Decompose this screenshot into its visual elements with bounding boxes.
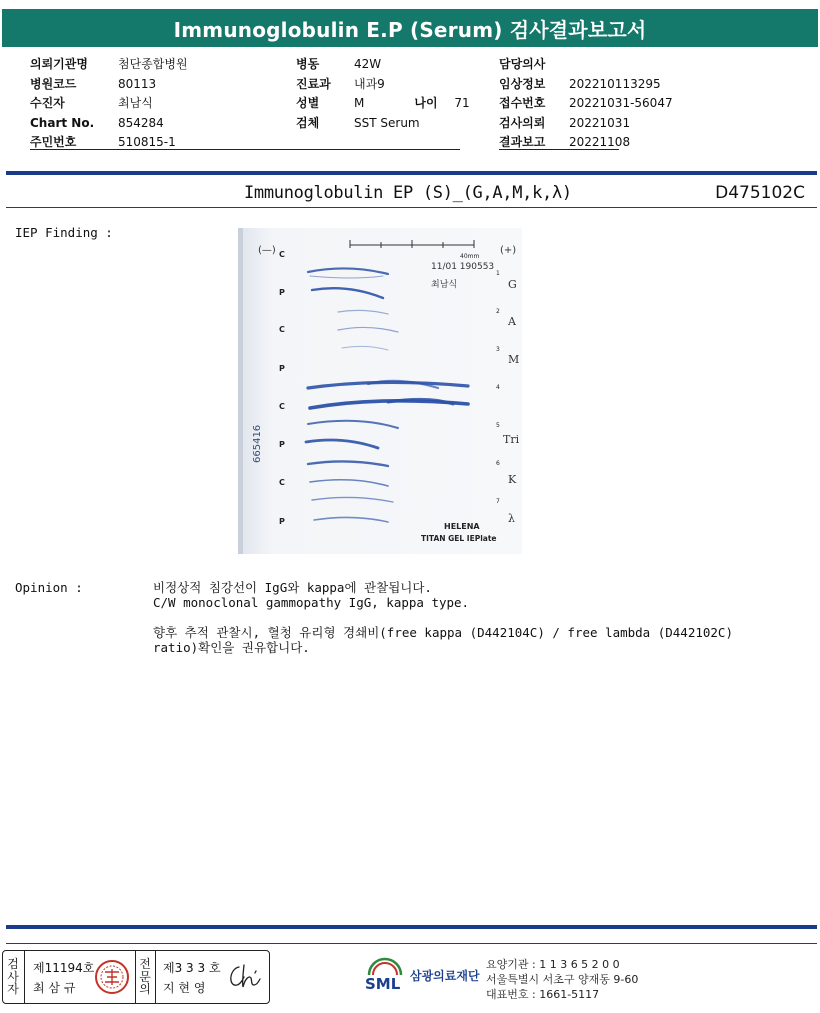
report-title: Immunoglobulin E.P (Serum) 검사결과보고서 — [2, 9, 818, 47]
info-row-request-date — [499, 114, 673, 134]
info-value: 20221031 — [569, 115, 631, 130]
info-column-1 — [30, 55, 188, 153]
gel-antiserum-label: Tri — [503, 433, 520, 446]
gel-plus-label: (+) — [500, 245, 517, 256]
info-label: 접수번호 — [499, 96, 546, 110]
info-label: 성별 — [296, 96, 320, 110]
vertical-char: 의 — [139, 982, 151, 996]
section-rule-sub — [6, 207, 817, 208]
gel-stamp: 11/01 190553 — [431, 262, 495, 272]
info-value: 20221031-56047 — [569, 96, 673, 110]
info-value: M — [354, 96, 365, 110]
opinion-line — [153, 610, 733, 625]
info-row-clinical-info — [499, 75, 673, 95]
info-row-hospital-code — [30, 75, 188, 95]
sml-logo-text: SML — [365, 975, 401, 993]
gel-side-id: 665416 — [252, 424, 263, 463]
info-divider — [30, 149, 460, 150]
info-value: 510815-1 — [118, 135, 176, 149]
info-value: 80113 — [118, 76, 157, 91]
gel-minus-label: (—) — [258, 245, 276, 256]
info-label: 의뢰기관명 — [30, 57, 88, 71]
gel-lane-number: 4 — [496, 384, 500, 391]
info-label: Chart No. — [30, 115, 95, 130]
info-label: 병동 — [296, 57, 320, 71]
examiner-seal-icon — [94, 959, 130, 995]
info-label: 병원코드 — [30, 76, 77, 91]
gel-lane-letter: P — [279, 288, 285, 297]
age-label: 나이 — [414, 96, 438, 110]
gel-lane-letter: P — [279, 364, 285, 373]
box-divider — [155, 951, 156, 1003]
info-value: 42W — [354, 57, 382, 71]
test-code: D475102C — [715, 183, 805, 203]
org-info-line: 서울특별시 서초구 양재동 9-60 — [486, 973, 639, 986]
sml-logo-icon — [363, 957, 407, 997]
gel-brand: HELENA — [444, 522, 480, 531]
specialist-license-no: 제3 3 3 호 — [163, 961, 221, 975]
info-column-2 — [296, 55, 470, 133]
opinion-text — [153, 580, 733, 655]
info-label: 검사의뢰 — [499, 115, 546, 130]
gel-antiserum-label: G — [508, 278, 517, 291]
info-row-sex-age — [296, 94, 470, 114]
gel-background — [238, 228, 522, 554]
info-row-patient — [30, 94, 188, 114]
gel-patient-name: 최남식 — [431, 280, 458, 290]
gel-lane-letter: C — [279, 325, 285, 334]
footer-rule-sub — [6, 943, 817, 944]
gel-antiserum-label: λ — [508, 512, 515, 525]
gel-lane-letter: C — [279, 478, 285, 487]
box-divider — [135, 951, 136, 1003]
gel-lane-letter: C — [279, 250, 285, 259]
info-row-physician — [499, 55, 673, 75]
vertical-char: 사 — [7, 969, 19, 984]
vertical-char: 자 — [7, 982, 19, 996]
opinion-label: Opinion : — [15, 580, 83, 595]
gel-ruler-label: 40mm — [460, 253, 480, 260]
iep-finding-label: IEP Finding : — [15, 225, 113, 240]
opinion-line: 비정상적 침강선이 IgG와 kappa에 관찰됩니다. — [153, 580, 432, 595]
org-info-line: 대표번호 : 1661-5117 — [486, 988, 600, 1001]
opinion-line: C/W monoclonal gammopathy IgG, kappa type. — [153, 595, 470, 610]
specialist-name: 지 현 영 — [163, 981, 206, 995]
gel-lane-number: 6 — [496, 460, 500, 467]
gel-lane-number: 2 — [496, 308, 500, 315]
info-label: 임상정보 — [499, 76, 546, 91]
gel-lane-number: 1 — [496, 270, 500, 277]
info-value: 20221108 — [569, 135, 631, 149]
info-value: SST Serum — [354, 115, 420, 130]
info-row-ward — [296, 55, 470, 75]
info-row-department — [296, 75, 470, 95]
vertical-char: 검 — [7, 957, 19, 971]
examiner-vertical-label — [7, 958, 19, 996]
info-row-chart-no — [30, 114, 188, 134]
info-row-receipt-no — [499, 94, 673, 114]
gel-antiserum-label: M — [508, 353, 520, 366]
info-label: 수진자 — [30, 96, 65, 110]
info-divider — [499, 149, 619, 150]
gel-antiserum-label: A — [508, 315, 516, 328]
gel-lane-letter: P — [279, 440, 285, 449]
org-name: 삼광의료재단 — [410, 969, 480, 983]
examiner-license-no: 제11194호 — [33, 961, 95, 975]
age-value: 71 — [454, 96, 470, 110]
box-divider — [24, 951, 25, 1003]
gel-lane-number: 3 — [496, 346, 500, 353]
vertical-char: 전 — [139, 957, 151, 971]
opinion-line: ratio)확인을 권유합니다. — [153, 640, 310, 655]
opinion-line: 향후 추적 관찰시, 혈청 유리형 경쇄비(free kappa (D442104C) / free lambda (D442102C) — [153, 625, 733, 640]
org-info-line: 요양기관 : 1 1 3 6 5 2 0 0 — [486, 958, 620, 971]
info-value: 최남식 — [118, 96, 153, 110]
info-value: 854284 — [118, 115, 164, 130]
info-value: 내과9 — [354, 76, 385, 91]
iep-gel-image — [238, 228, 522, 554]
info-label: 담당의사 — [499, 57, 546, 71]
info-label: 결과보고 — [499, 135, 546, 149]
info-label: 주민번호 — [30, 135, 77, 149]
info-value: 첨단종합병원 — [118, 57, 188, 71]
gel-edge — [238, 228, 243, 554]
signature-box — [2, 950, 270, 1004]
gel-product: TITAN GEL IEPlate — [421, 534, 497, 543]
gel-lane-letter: P — [279, 517, 285, 526]
specialist-signature-icon — [225, 961, 263, 993]
gel-antiserum-label: K — [508, 473, 517, 486]
info-row-institution — [30, 55, 188, 75]
gel-lane-number: 7 — [496, 498, 500, 505]
info-value: 202210113295 — [569, 76, 661, 91]
gel-lane-letter: C — [279, 402, 285, 411]
org-info — [486, 957, 638, 1002]
examiner-name: 최 삼 규 — [33, 981, 76, 995]
test-name: Immunoglobulin EP (S)_(G,A,M,k,λ) — [244, 183, 572, 203]
vertical-char: 문 — [139, 969, 151, 984]
gel-lane-number: 5 — [496, 422, 500, 429]
section-rule-top — [6, 171, 817, 175]
info-column-3 — [499, 55, 673, 153]
specialist-vertical-label — [139, 958, 151, 996]
info-row-specimen — [296, 114, 470, 134]
info-label: 검체 — [296, 115, 320, 130]
info-label: 진료과 — [296, 76, 331, 91]
footer-rule-top — [6, 925, 817, 929]
